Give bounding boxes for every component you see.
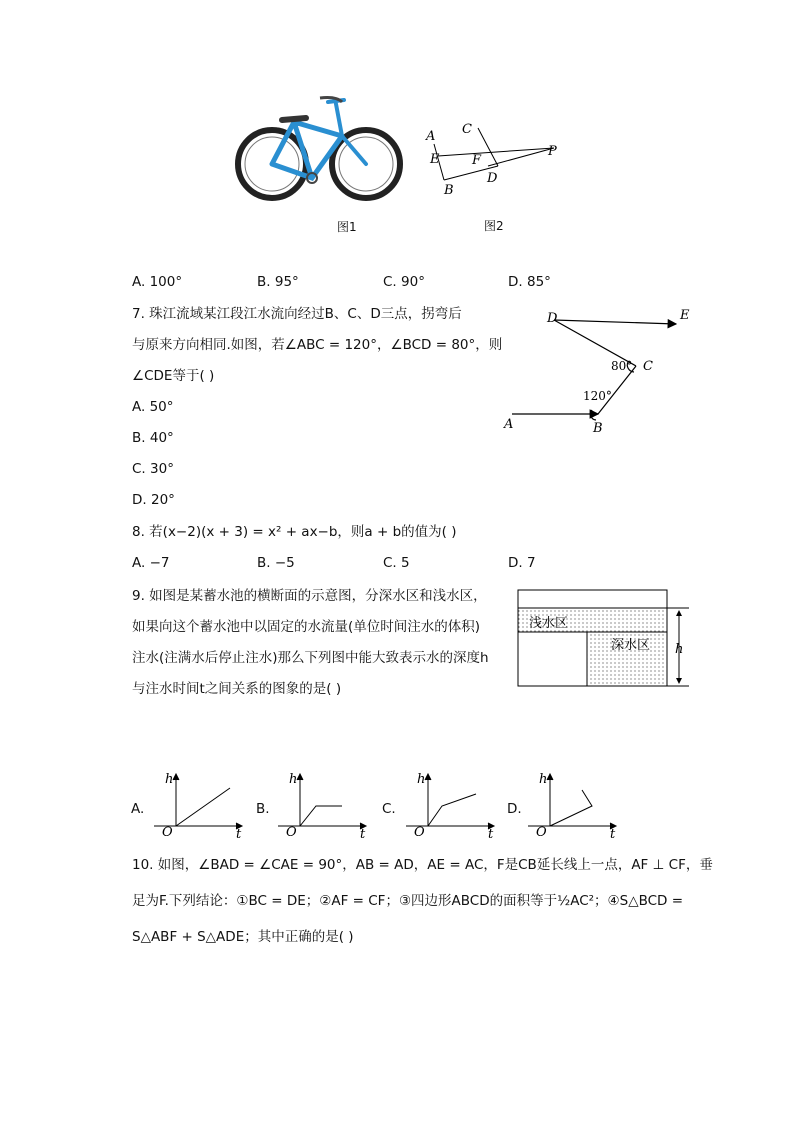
- svg-text:A: A: [426, 129, 436, 144]
- svg-text:D: D: [487, 171, 498, 186]
- svg-text:E: E: [680, 308, 690, 323]
- q7-option-b[interactable]: B. 40°: [132, 430, 174, 446]
- svg-text:h: h: [289, 772, 298, 787]
- svg-text:80°: 80°: [611, 359, 633, 373]
- q8-option-c[interactable]: C. 5: [383, 555, 410, 571]
- figure2-diagram: [420, 118, 570, 200]
- q9-option-c-label[interactable]: C.: [382, 801, 396, 817]
- bicycle-image: [232, 96, 404, 202]
- q10-stem-line2: 足为F.下列结论：①BC = DE；②AF = CF；③四边形ABCD的面积等于½AC²；④S△BCD =: [132, 893, 684, 909]
- q9-pool-diagram: [517, 589, 697, 691]
- svg-text:A: A: [504, 417, 514, 432]
- q8-stem: 8. 若(x−2)(x + 3) = x² + ax−b，则a + b的值为( ): [132, 524, 457, 540]
- q9-option-d-label[interactable]: D.: [507, 801, 522, 817]
- svg-text:120°: 120°: [583, 389, 612, 403]
- svg-text:B: B: [444, 183, 454, 198]
- svg-text:E: E: [430, 152, 440, 167]
- q6-option-b[interactable]: B. 95°: [257, 274, 299, 290]
- q9-stem-line3: 注水(注满水后停止注水)那么下列图中能大致表示水的深度h: [132, 650, 489, 666]
- q7-option-c[interactable]: C. 30°: [132, 461, 174, 477]
- q9-graph-a[interactable]: [150, 770, 250, 840]
- figure2-caption: 图2: [484, 219, 504, 233]
- svg-text:O: O: [162, 825, 173, 840]
- q6-option-a[interactable]: A. 100°: [132, 274, 183, 290]
- svg-text:C: C: [462, 122, 472, 137]
- q9-graph-c[interactable]: [402, 770, 502, 840]
- svg-text:O: O: [536, 825, 547, 840]
- svg-text:B: B: [593, 421, 603, 436]
- svg-text:t: t: [488, 827, 494, 842]
- svg-text:t: t: [360, 827, 366, 842]
- svg-text:C: C: [643, 359, 653, 374]
- q7-stem-line3: ∠CDE等于( ): [132, 368, 215, 384]
- q9-option-a-label[interactable]: A.: [131, 801, 145, 817]
- svg-text:P: P: [548, 144, 557, 159]
- figure1-caption: 图1: [337, 220, 357, 234]
- q8-option-d[interactable]: D. 7: [508, 555, 536, 571]
- svg-text:t: t: [236, 827, 242, 842]
- q6-option-c[interactable]: C. 90°: [383, 274, 425, 290]
- q9-stem-line1: 9. 如图是某蓄水池的横断面的示意图，分深水区和浅水区，: [132, 588, 487, 604]
- q9-graph-b[interactable]: [274, 770, 374, 840]
- q6-option-d[interactable]: D. 85°: [508, 274, 551, 290]
- svg-text:浅水区: 浅水区: [529, 616, 569, 631]
- svg-text:h: h: [539, 772, 548, 787]
- svg-text:F: F: [472, 153, 482, 168]
- q7-river-diagram: [500, 304, 700, 434]
- svg-text:h: h: [417, 772, 426, 787]
- svg-text:D: D: [547, 311, 558, 326]
- q10-stem-line3: S△ABF + S△ADE；其中正确的是( ): [132, 929, 354, 945]
- q8-option-a[interactable]: A. −7: [132, 555, 170, 571]
- q9-stem-line4: 与注水时间t之间关系的图象的是( ): [132, 681, 342, 697]
- svg-text:深水区: 深水区: [611, 638, 651, 653]
- q9-graph-d[interactable]: [524, 770, 624, 840]
- q8-option-b[interactable]: B. −5: [257, 555, 295, 571]
- svg-text:O: O: [286, 825, 297, 840]
- q9-stem-line2: 如果向这个蓄水池中以固定的水流量(单位时间注水的体积): [132, 619, 481, 635]
- q10-stem-line1: 10. 如图，∠BAD = ∠CAE = 90°，AB = AD，AE = AC，F是CB延长线上一点，AF ⊥ CF，垂: [132, 857, 713, 873]
- q7-stem-line1: 7. 珠江流域某江段江水流向经过B、C、D三点，拐弯后: [132, 306, 462, 322]
- q7-stem-line2: 与原来方向相同.如图，若∠ABC = 120°，∠BCD = 80°，则: [132, 337, 503, 353]
- q7-option-d[interactable]: D. 20°: [132, 492, 175, 508]
- q9-option-b-label[interactable]: B.: [256, 801, 270, 817]
- svg-text:h: h: [165, 772, 174, 787]
- svg-text:O: O: [414, 825, 425, 840]
- q7-option-a[interactable]: A. 50°: [132, 399, 174, 415]
- svg-text:h: h: [675, 642, 684, 657]
- svg-text:t: t: [610, 827, 616, 842]
